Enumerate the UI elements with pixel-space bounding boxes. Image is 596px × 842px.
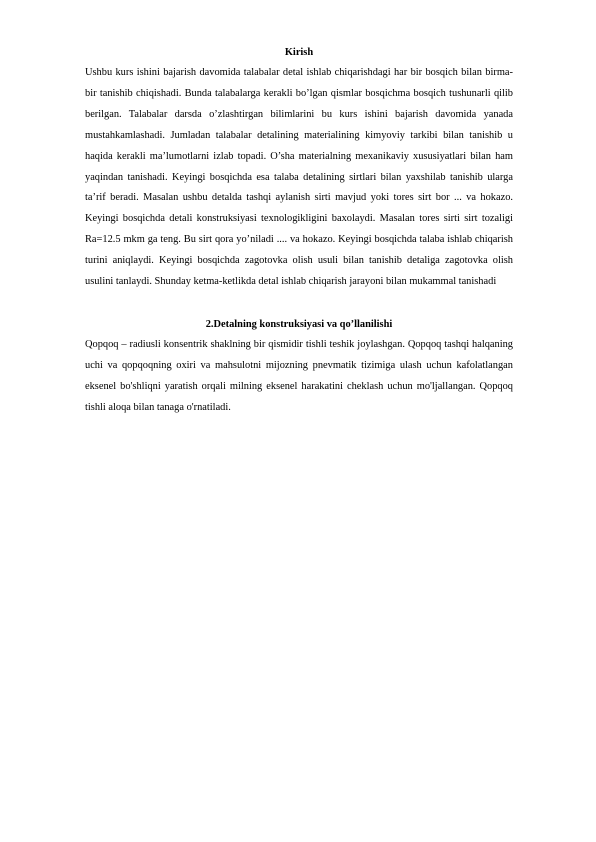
construction-paragraph: Qopqoq – radiusli konsentrik shaklning bir qismidir tishli teshik joylashgan. Qopqoq tashqi halqaning uchi va qopqoqning oxiri va mahsulotni mijozning pnevmatik tizimiga ulash uchun kafolatlangan eksenel bo'shliqni yaratish orqali milning eksenel harakatini cheklash uchun mo'ljallangan. Qopqoq tishli aloqa bilan tanaga o'rnatiladi.	[85, 338, 513, 413]
document-page	[85, 42, 513, 419]
section-title-construction: 2.Detalning konstruksiyasi va qo’llanilishi	[205, 318, 393, 330]
intro-paragraph: Ushbu kurs ishini bajarish davomida talabalar detal ishlab chiqarishdagi har bir bosqich bilan birma-bir tanishib chiqishadi. Bunda talabalarga kerakli bo’lgan qismlar bosqichma bosqich tushunarli qilib berilgan. Talabalar darsda o’zlashtirgan bilimlarini bu kurs ishini bajarish davomida yanada mustahkamlashadi. Jumladan talabalar detalining materialining kimyoviy tarkibi bilan tanishib u haqida kerakli ma’lumotlarni izlab topadi. O’sha materialning mexanikaviy xususiyatlari bilan ham yaqindan tanishadi. Keyingi bosqichda esa talaba detalining sirtlari bilan yaxshilab tanishib ularga ta’rif beradi. Masalan ushbu detalda tashqi aylanish sirti mavjud yoki tores sirt bor ... va hokazo. Keyingi bosqichda detali konstruksiyasi texnologikligini baxolaydi. Masalan tores sirti sirt tozaligi Ra=12.5 mkm ga teng. Bu sirt qora yo’niladi .... va hokazo. Keyingi bosqichda talaba ishlab chiqarish turini aniqlaydi. Keyingi bosqichda zagotovka olish usuli bilan tanishib detaliga zagotovka olish usulini tanlaydi. Shunday ketma-ketlikda detal ishlab chiqarish jarayoni bilan mukammal tanishadi	[85, 67, 513, 288]
section-title-kirish: Kirish	[284, 47, 314, 58]
